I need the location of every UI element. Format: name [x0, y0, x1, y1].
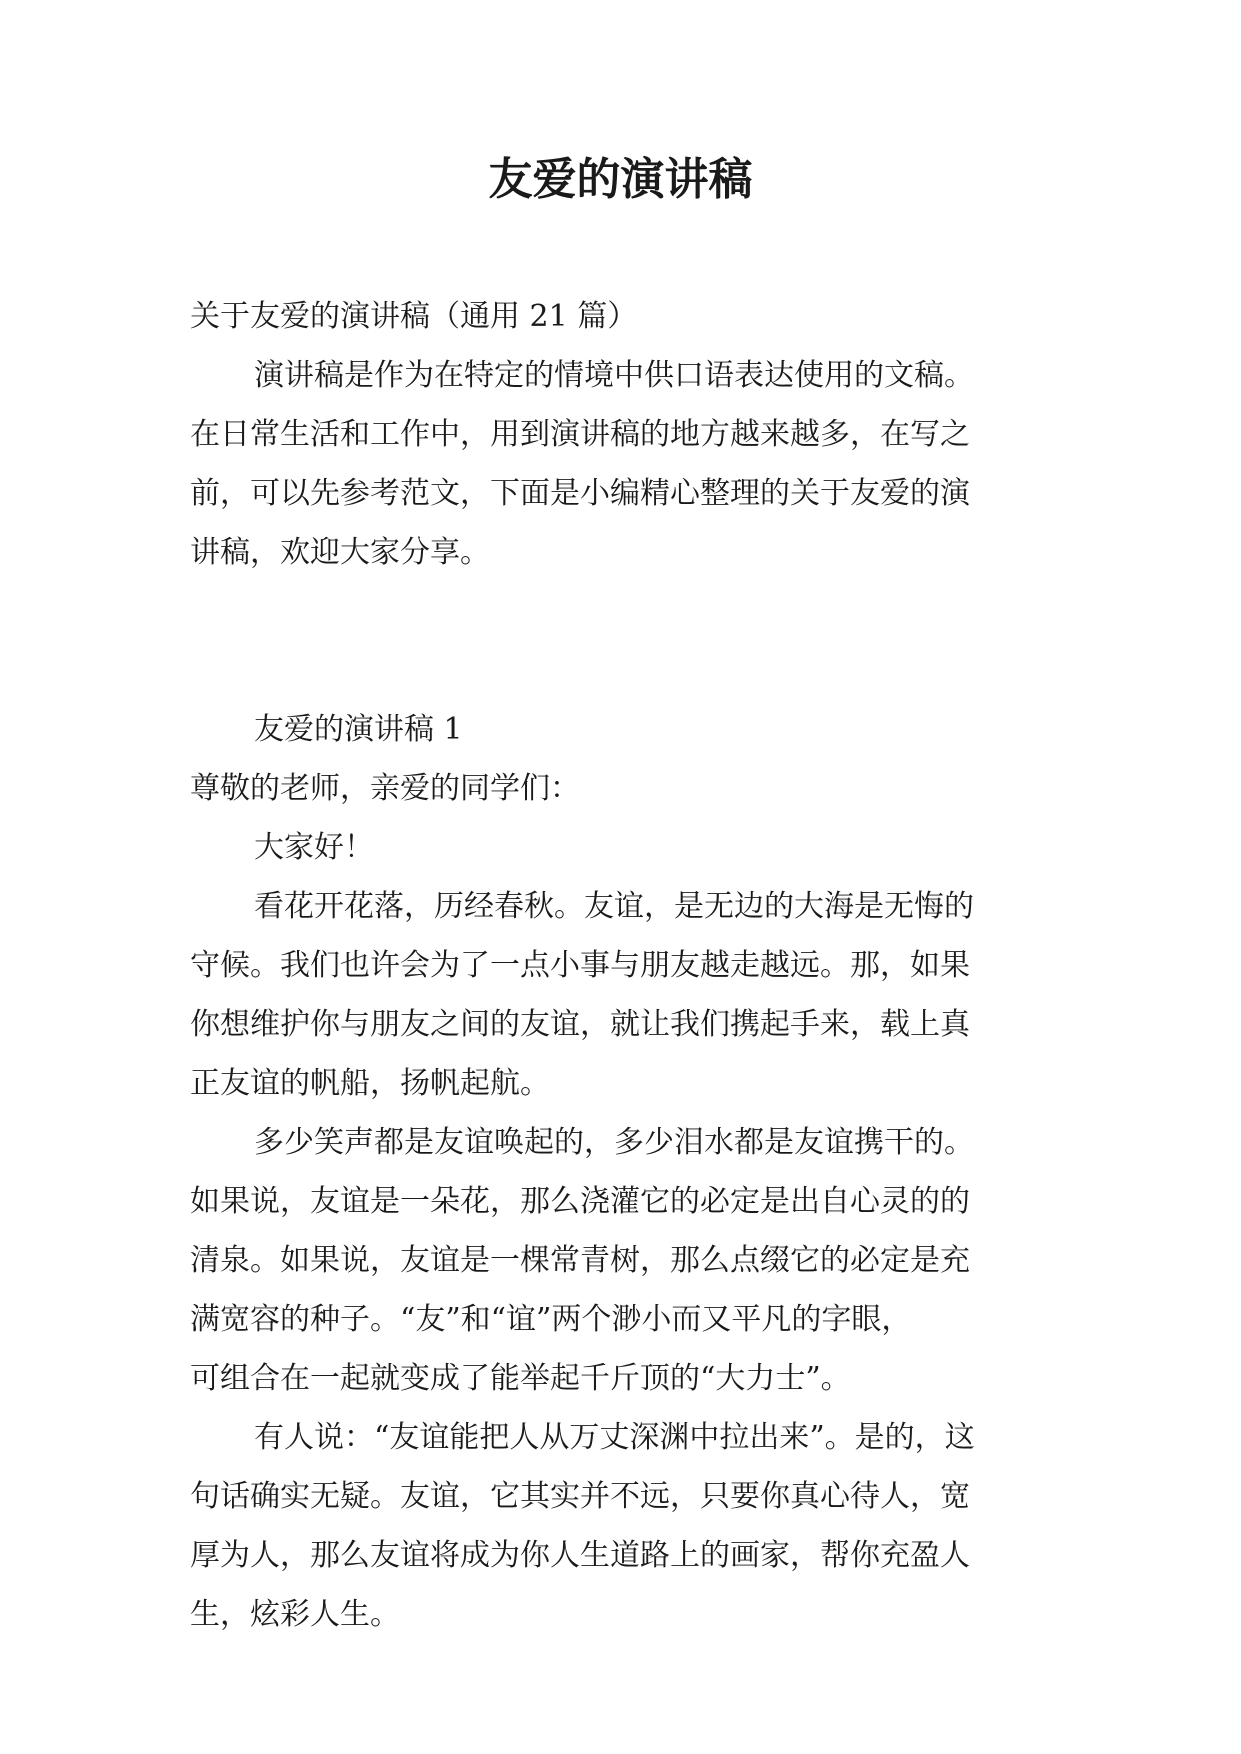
paragraph-line: 守候。我们也许会为了一点小事与朋友越走越远。那，如果: [190, 948, 970, 983]
paragraph-line: 如果说，友谊是一朵花，那么浇灌它的必定是出自心灵的的: [190, 1184, 970, 1219]
paragraph-line: 清泉。如果说，友谊是一棵常青树，那么点缀它的必定是充: [190, 1243, 970, 1278]
intro-line: 在日常生活和工作中，用到演讲稿的地方越来越多，在写之: [190, 417, 970, 452]
paragraph-line: 有人说：“友谊能把人从万丈深渊中拉出来”。是的，这: [254, 1420, 975, 1455]
intro-line: 讲稿，欢迎大家分享。: [190, 535, 490, 570]
subtitle-line: 关于友爱的演讲稿（通用 21 篇）: [190, 299, 638, 334]
paragraph-line: 多少笑声都是友谊唤起的，多少泪水都是友谊携干的。: [254, 1125, 974, 1160]
intro-line: 演讲稿是作为在特定的情境中供口语表达使用的文稿。: [254, 358, 974, 393]
document-body: [190, 287, 1060, 1644]
section-spacer: [190, 582, 1060, 700]
salutation: 尊敬的老师，亲爱的同学们：: [190, 771, 580, 806]
intro-line: 前，可以先参考范文，下面是小编精心整理的关于友爱的演: [190, 476, 970, 511]
greeting: 大家好！: [254, 830, 374, 865]
paragraph-line: 厚为人，那么友谊将成为你人生道路上的画家，帮你充盈人: [190, 1538, 970, 1573]
paragraph-line: 正友谊的帆船，扬帆起航。: [190, 1066, 550, 1101]
paragraph-line: 可组合在一起就变成了能举起千斤顶的“大力士”。: [190, 1361, 851, 1396]
paragraph-line: 生，炫彩人生。: [190, 1597, 400, 1632]
paragraph-line: 看花开花落，历经春秋。友谊，是无边的大海是无悔的: [254, 889, 974, 924]
paragraph-line: 满宽容的种子。“友”和“谊”两个渺小而又平凡的字眼，: [190, 1302, 912, 1337]
paragraph-line: 句话确实无疑。友谊，它其实并不远，只要你真心待人，宽: [190, 1479, 970, 1514]
document-title: 友爱的演讲稿: [488, 154, 753, 205]
paragraph-line: 你想维护你与朋友之间的友谊，就让我们携起手来，载上真: [190, 1007, 970, 1042]
section-heading: 友爱的演讲稿 1: [254, 712, 463, 747]
